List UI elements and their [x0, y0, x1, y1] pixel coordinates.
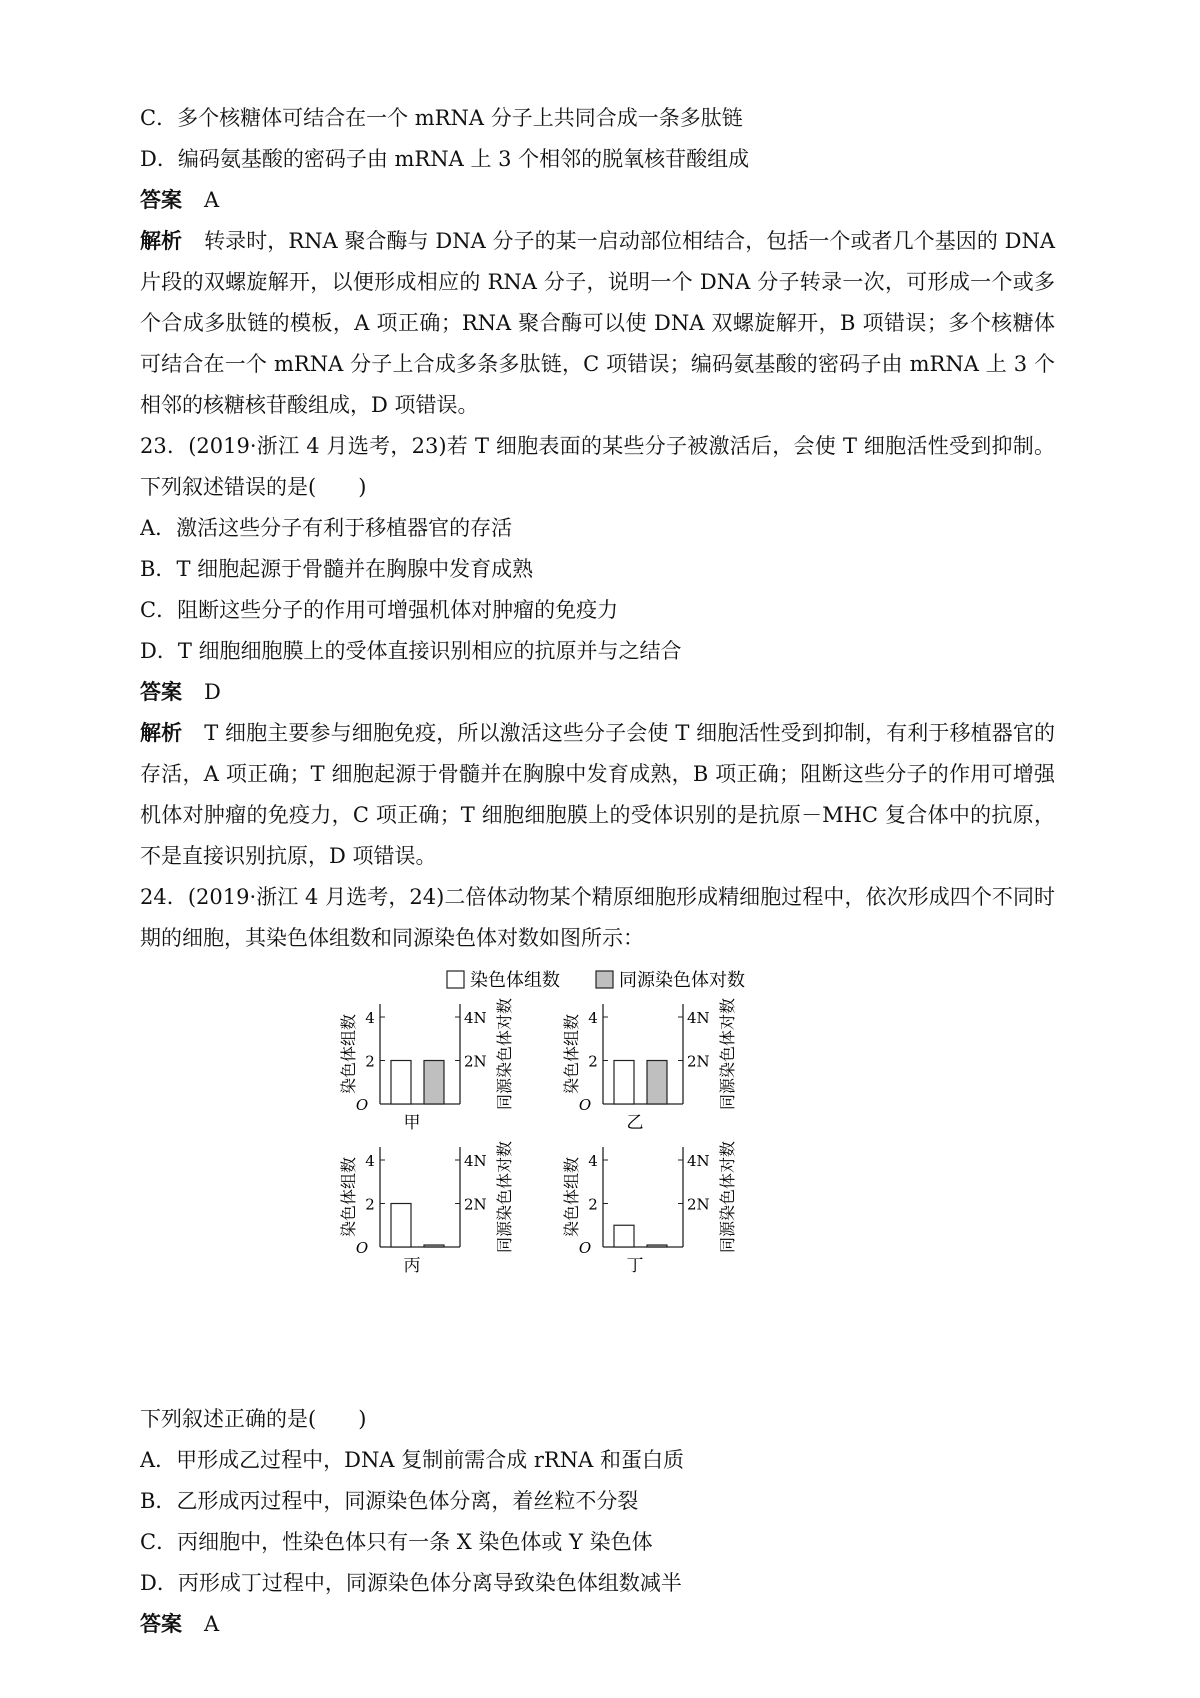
q23-explanation: 解析 T 细胞主要参与细胞免疫，所以激活这些分子会使 T 细胞活性受到抑制，有利于移植器官的存活，A 项正确；T 细胞起源于骨髓并在胸腺中发育成熟，B 项正确；阻断这些分子的作用可增强机体对肿瘤的免疫力，C 项正确；T 细胞细胞膜上的受体识别的是抗原－MHC 复合体中的抗原，不是直接识别抗原，D 项错误。 [140, 721, 1056, 868]
prev-option-d: D．编码氨基酸的密码子由 mRNA 上 3 个相邻的脱氧核苷酸组成 [140, 147, 750, 171]
q23-option-c: C．阻断这些分子的作用可增强机体对肿瘤的免疫力 [140, 598, 619, 622]
prev-answer: 答案 A [140, 188, 220, 212]
origin-label: O [355, 1096, 369, 1114]
origin-label: O [578, 1239, 592, 1257]
right-tick-label: 2N [687, 1195, 710, 1214]
legend-swatch-chromosome-sets [447, 971, 464, 988]
right-axis-title: 同源染色体对数 [718, 1140, 737, 1254]
q24-option-a: A．甲形成乙过程中，DNA 复制前需合成 rRNA 和蛋白质 [140, 1448, 684, 1472]
q23-answer: 答案 D [140, 680, 221, 704]
right-tick-label: 2N [687, 1052, 710, 1071]
q24-answer: 答案 A [140, 1612, 220, 1636]
right-axis-title: 同源染色体对数 [718, 997, 737, 1111]
panel-label: 丙 [403, 1256, 421, 1276]
legend-label-chromosome-sets: 染色体组数 [470, 970, 560, 991]
q24-question: 下列叙述正确的是( ) [140, 1407, 367, 1431]
origin-label: O [355, 1239, 369, 1257]
q24-option-d: D．丙形成丁过程中，同源染色体分离导致染色体组数减半 [140, 1571, 682, 1595]
bar-chart-figure [140, 959, 1055, 1399]
q24-option-b: B．乙形成丙过程中，同源染色体分离，着丝粒不分裂 [140, 1489, 639, 1513]
left-tick-label: 4 [588, 1009, 598, 1027]
left-axis-title: 染色体组数 [562, 1013, 581, 1095]
bar-chromosome-sets [391, 1204, 411, 1248]
prev-option-c: C．多个核糖体可结合在一个 mRNA 分子上共同合成一条多肽链 [140, 106, 743, 130]
q23-option-d: D．T 细胞细胞膜上的受体直接识别相应的抗原并与之结合 [140, 639, 682, 663]
panel-label: 乙 [626, 1113, 644, 1133]
origin-label: O [578, 1096, 592, 1114]
prev-explanation: 解析 转录时，RNA 聚合酶与 DNA 分子的某一启动部位相结合，包括一个或者几个基因的 DNA 片段的双螺旋解开，以便形成相应的 RNA 分子，说明一个 DNA 分子转录一次，可形成一个或多个合成多肽链的模板，A 项正确；RNA 聚合酶可以使 DNA 双螺旋解开，B 项错误；多个核糖体可结合在一个 mRNA 分子上合成多条多肽链，C 项错误；编码氨基酸的密码子由 mRNA 上 3 个相邻的核糖核苷酸组成，D 项错误。 [140, 229, 1056, 417]
bar-homologous-pairs [424, 1245, 444, 1247]
right-axis-title: 同源染色体对数 [495, 1140, 514, 1254]
q23-option-b: B．T 细胞起源于骨髓并在胸腺中发育成熟 [140, 557, 534, 581]
left-tick-label: 2 [365, 1052, 375, 1071]
q24-stem: 24．(2019·浙江 4 月选考，24)二倍体动物某个精原细胞形成精细胞过程中，依次形成四个不同时期的细胞，其染色体组数和同源染色体对数如图所示： [140, 885, 1055, 950]
bar-chromosome-sets [391, 1061, 411, 1105]
q24-option-c: C．丙细胞中，性染色体只有一条 X 染色体或 Y 染色体 [140, 1530, 653, 1554]
q24-figure [140, 959, 1055, 1399]
right-tick-label: 2N [464, 1052, 487, 1071]
bar-homologous-pairs [647, 1245, 667, 1247]
right-tick-label: 2N [464, 1195, 487, 1214]
legend-label-homologous-pairs: 同源染色体对数 [619, 970, 745, 991]
bar-chromosome-sets [614, 1061, 634, 1105]
legend-swatch-homologous-pairs [596, 971, 613, 988]
q23-option-a: A．激活这些分子有利于移植器官的存活 [140, 516, 513, 540]
q23-stem: 23．(2019·浙江 4 月选考，23)若 T 细胞表面的某些分子被激活后，会使 T 细胞活性受到抑制。下列叙述错误的是( ) [140, 434, 1055, 499]
bar-chromosome-sets [614, 1225, 634, 1247]
right-tick-label: 4N [464, 1009, 487, 1027]
left-tick-label: 2 [588, 1052, 598, 1071]
left-axis-title: 染色体组数 [339, 1013, 358, 1095]
panel-label: 丁 [626, 1256, 644, 1276]
left-tick-label: 4 [365, 1152, 375, 1170]
left-tick-label: 4 [365, 1009, 375, 1027]
bar-homologous-pairs [424, 1061, 444, 1105]
left-axis-title: 染色体组数 [562, 1156, 581, 1238]
left-tick-label: 2 [588, 1195, 598, 1214]
document-page [140, 98, 1055, 1645]
right-tick-label: 4N [464, 1152, 487, 1170]
left-tick-label: 4 [588, 1152, 598, 1170]
panel-label: 甲 [403, 1113, 421, 1133]
left-tick-label: 2 [365, 1195, 375, 1214]
bar-homologous-pairs [647, 1061, 667, 1105]
right-tick-label: 4N [687, 1152, 710, 1170]
right-tick-label: 4N [687, 1009, 710, 1027]
right-axis-title: 同源染色体对数 [495, 997, 514, 1111]
left-axis-title: 染色体组数 [339, 1156, 358, 1238]
